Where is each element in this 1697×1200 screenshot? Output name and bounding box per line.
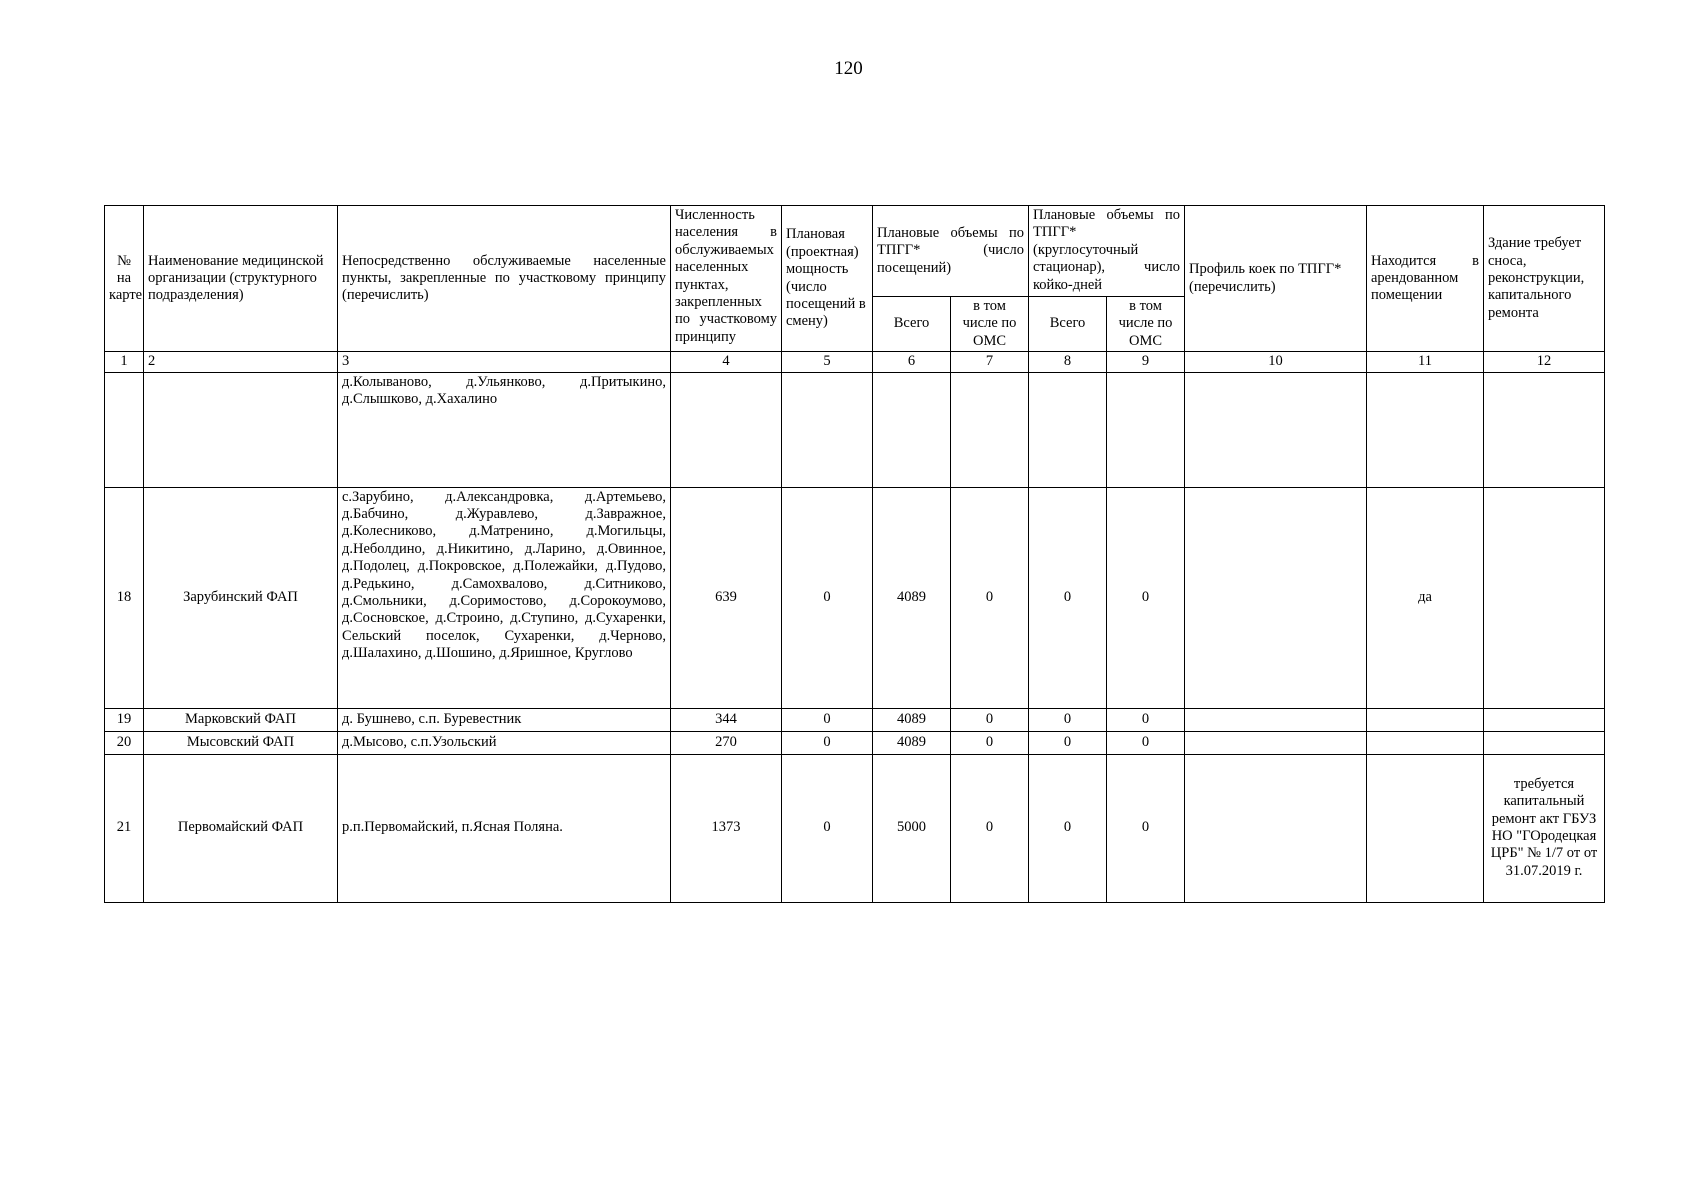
table-row bbox=[105, 372, 1605, 487]
column-number: 6 bbox=[873, 352, 951, 372]
header-col-organization: Наименование медицинской организации (структурного подразделения) bbox=[144, 206, 338, 352]
header-row-1 bbox=[105, 206, 1605, 297]
table-row bbox=[105, 731, 1605, 754]
header-visits-total: Всего bbox=[873, 297, 951, 352]
cell-organization: Мысовский ФАП bbox=[144, 731, 338, 754]
cell-population: 639 bbox=[671, 487, 782, 708]
cell-rented bbox=[1367, 372, 1484, 487]
column-number: 2 bbox=[144, 352, 338, 372]
cell-building-state bbox=[1484, 708, 1605, 731]
cell-building-state: требуется капитальный ремонт акт ГБУЗ НО "ГОродецкая ЦРБ" № 1/7 от от 31.07.2019 г. bbox=[1484, 754, 1605, 902]
column-number: 8 bbox=[1029, 352, 1107, 372]
cell-capacity: 0 bbox=[782, 754, 873, 902]
header-bed-days-total: Всего bbox=[1029, 297, 1107, 352]
cell-bed-days-total bbox=[1029, 372, 1107, 487]
cell-building-state bbox=[1484, 731, 1605, 754]
cell-visits-oms: 0 bbox=[951, 708, 1029, 731]
table-row bbox=[105, 487, 1605, 708]
cell-population: 270 bbox=[671, 731, 782, 754]
header-col-visits: Плановые объемы по ТПГГ* (число посещений) bbox=[873, 206, 1029, 297]
header-visits-oms: в том числе по ОМС bbox=[951, 297, 1029, 352]
cell-organization bbox=[144, 372, 338, 487]
cell-bed-profile bbox=[1185, 754, 1367, 902]
cell-number: 19 bbox=[105, 708, 144, 731]
cell-population: 344 bbox=[671, 708, 782, 731]
cell-capacity: 0 bbox=[782, 708, 873, 731]
cell-rented bbox=[1367, 731, 1484, 754]
cell-number: 18 bbox=[105, 487, 144, 708]
header-col-bed-profile: Профиль коек по ТПГГ* (перечислить) bbox=[1185, 206, 1367, 352]
cell-bed-days-oms: 0 bbox=[1107, 731, 1185, 754]
cell-rented bbox=[1367, 754, 1484, 902]
header-col-population: Численность населения в обслуживаемых населенных пунктах, закрепленных по участковому принципу bbox=[671, 206, 782, 352]
cell-settlements: д.Колываново, д.Ульянково, д.Притыкино, д.Слышково, д.Хахалино bbox=[338, 372, 671, 487]
cell-settlements: д.Мысово, с.п.Узольский bbox=[338, 731, 671, 754]
cell-capacity bbox=[782, 372, 873, 487]
column-number: 3 bbox=[338, 352, 671, 372]
facilities-table bbox=[104, 205, 1605, 903]
cell-settlements: р.п.Первомайский, п.Ясная Поляна. bbox=[338, 754, 671, 902]
cell-settlements: д. Бушнево, с.п. Буревестник bbox=[338, 708, 671, 731]
header-bed-days-oms: в том числе по ОМС bbox=[1107, 297, 1185, 352]
cell-building-state bbox=[1484, 372, 1605, 487]
cell-population: 1373 bbox=[671, 754, 782, 902]
cell-visits-total: 4089 bbox=[873, 731, 951, 754]
cell-organization: Марковский ФАП bbox=[144, 708, 338, 731]
header-col-settlements: Непосредственно обслуживаемые населенные пункты, закрепленные по участковому принципу (перечислить) bbox=[338, 206, 671, 352]
column-number: 1 bbox=[105, 352, 144, 372]
cell-number: 20 bbox=[105, 731, 144, 754]
cell-bed-days-total: 0 bbox=[1029, 754, 1107, 902]
cell-bed-days-total: 0 bbox=[1029, 731, 1107, 754]
column-number: 5 bbox=[782, 352, 873, 372]
cell-organization: Первомайский ФАП bbox=[144, 754, 338, 902]
cell-rented: да bbox=[1367, 487, 1484, 708]
cell-bed-profile bbox=[1185, 708, 1367, 731]
header-col-bed-days: Плановые объемы по ТПГГ* (круглосуточный стационар), число койко-дней bbox=[1029, 206, 1185, 297]
cell-bed-profile bbox=[1185, 487, 1367, 708]
column-number: 9 bbox=[1107, 352, 1185, 372]
cell-bed-days-oms bbox=[1107, 372, 1185, 487]
table-row bbox=[105, 708, 1605, 731]
column-number: 7 bbox=[951, 352, 1029, 372]
cell-bed-profile bbox=[1185, 372, 1367, 487]
column-number-row bbox=[105, 352, 1605, 372]
cell-visits-total bbox=[873, 372, 951, 487]
header-col-rented: Находится в арендованном помещении bbox=[1367, 206, 1484, 352]
cell-building-state bbox=[1484, 487, 1605, 708]
table-row bbox=[105, 754, 1605, 902]
cell-visits-total: 4089 bbox=[873, 487, 951, 708]
cell-bed-profile bbox=[1185, 731, 1367, 754]
column-number: 11 bbox=[1367, 352, 1484, 372]
cell-capacity: 0 bbox=[782, 487, 873, 708]
page-number: 120 bbox=[834, 58, 863, 79]
cell-visits-total: 4089 bbox=[873, 708, 951, 731]
header-col-number: № на карте bbox=[105, 206, 144, 352]
cell-number: 21 bbox=[105, 754, 144, 902]
cell-bed-days-oms: 0 bbox=[1107, 708, 1185, 731]
cell-number bbox=[105, 372, 144, 487]
cell-bed-days-total: 0 bbox=[1029, 708, 1107, 731]
cell-population bbox=[671, 372, 782, 487]
cell-visits-oms: 0 bbox=[951, 731, 1029, 754]
header-col-building-state: Здание требует сноса, реконструкции, капитального ремонта bbox=[1484, 206, 1605, 352]
column-number: 4 bbox=[671, 352, 782, 372]
cell-visits-total: 5000 bbox=[873, 754, 951, 902]
cell-visits-oms: 0 bbox=[951, 754, 1029, 902]
cell-visits-oms bbox=[951, 372, 1029, 487]
column-number: 12 bbox=[1484, 352, 1605, 372]
cell-settlements: с.Зарубино, д.Александровка, д.Артемьево, д.Бабчино, д.Журавлево, д.Завражное, д.Колесниково, д.Матренино, д.Могильцы, д.Неболдино, д.Никитино, д.Ларино, д.Овинное, д.Подолец, д.Покровское, д.Полежайки, д.Пудово, д.Редькино, д.Самохвалово, д.Ситниково, д.Смольники, д.Соримостово, д.Сорокоумово, д.Сосновское, д.Строино, д.Ступино, д.Сухаренки, Сельский поселок, Сухаренки, д.Черново, д.Шалахино, д.Шошино, д.Яришное, Круглово bbox=[338, 487, 671, 708]
column-number: 10 bbox=[1185, 352, 1367, 372]
cell-bed-days-oms: 0 bbox=[1107, 487, 1185, 708]
cell-bed-days-oms: 0 bbox=[1107, 754, 1185, 902]
cell-organization: Зарубинский ФАП bbox=[144, 487, 338, 708]
cell-rented bbox=[1367, 708, 1484, 731]
cell-capacity: 0 bbox=[782, 731, 873, 754]
cell-bed-days-total: 0 bbox=[1029, 487, 1107, 708]
cell-visits-oms: 0 bbox=[951, 487, 1029, 708]
header-col-capacity: Плановая (проектная) мощность (число посещений в смену) bbox=[782, 206, 873, 352]
